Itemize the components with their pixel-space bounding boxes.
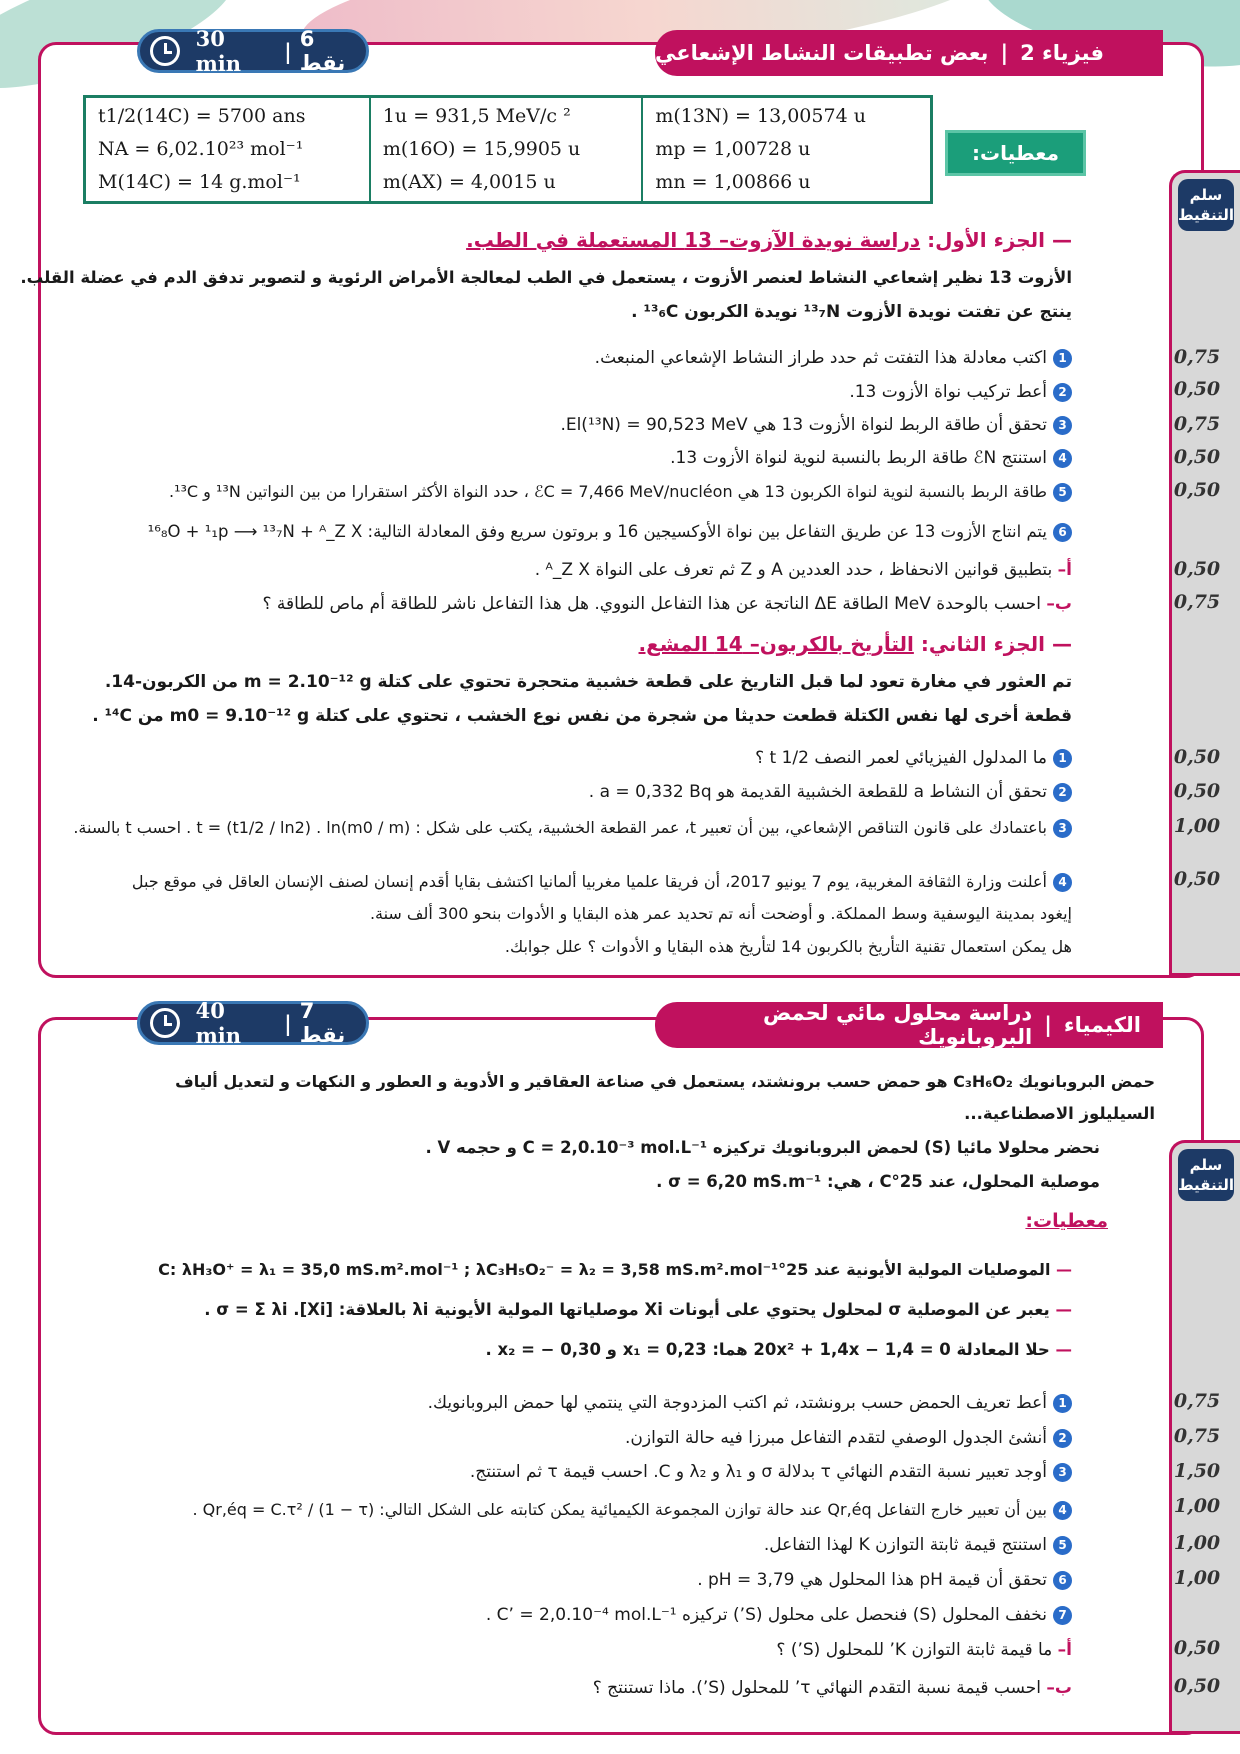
- question-text: احسب بالوحدة MeV الطاقة ΔE الناتجة عن هذا التفاعل النووي. هل هذا التفاعل ناشر للطاقة أم ماص للطاقة ؟: [262, 594, 1041, 614]
- question-text: يتم انتاج الأزوت 13 عن طريق التفاعل بين نواة الأوكسيجين 16 و بروتون سريع وفق المعادلة التالية: ¹⁶₈O + ¹₁p ⟶ ¹³₇N + ᴬ_Z X: [147, 522, 1047, 541]
- intro-line: الأزوت 13 نظير إشعاعي النشاط لعنصر الأزوت ، يستعمل في الطب لمعالجة الأمراض الرئوية و لتصوير تدفق الدم في عضلة القلب.: [20, 268, 1072, 287]
- intro-line: ينتج عن تفتت نويدة الأزوت ¹³₇N نويدة الكربون ¹³₆C .: [631, 302, 1072, 322]
- question-text: تحقق أن قيمة pH هذا المحلول هي pH = 3,79 .: [697, 1570, 1047, 1590]
- question-text: تحقق أن طاقة الربط لنواة الأزوت 13 هي El(¹³N) = 90,523 MeV.: [560, 415, 1047, 435]
- question-text: استنتج قيمة ثابتة التوازن K لهذا التفاعل.: [763, 1535, 1047, 1555]
- sub-label: ب–: [1046, 1678, 1072, 1698]
- bullet-number: 6: [1053, 1571, 1072, 1590]
- points: 0,50: [1173, 378, 1221, 400]
- chemistry-subject: الكيمياء: [1063, 1013, 1141, 1037]
- given-col2: [370, 97, 643, 203]
- given-cell: NA = 6,02.10²³ mol⁻¹: [98, 138, 304, 160]
- question-2-3: [73, 818, 1072, 838]
- given-cell: mn = 1,00866 u: [655, 171, 811, 193]
- given-cell: M(14C) = 14 g.mol⁻¹: [98, 171, 301, 193]
- time-separator: |: [284, 1010, 292, 1036]
- question-1-1: [595, 348, 1072, 368]
- question-2-4-line3: هل يمكن استعمال تقنية التأريخ بالكربون 14 لتأريخ هذه البقايا و الأدوات ؟ علل جوابك.: [504, 937, 1072, 956]
- chem-intro-line: السيليلوز الاصطناعية...: [964, 1104, 1155, 1123]
- question-text: احسب قيمة نسبة التقدم النهائي τ’ للمحلول (S’). ماذا تستنتج ؟: [592, 1678, 1041, 1698]
- points: 0,50: [1173, 479, 1221, 501]
- chem-question-7: [486, 1605, 1072, 1625]
- question-2-4-line2: إيغود بمدينة اليوسفية وسط المملكة. و أوضحت أنه تم تحديد عمر هذه البقايا و الأدوات بنحو 300 ألف سنة.: [369, 904, 1072, 923]
- chem-given-1: — الموصليات المولية الأيونية عند 25°C: λH₃O⁺ = λ₁ = 35,0 mS.m².mol⁻¹ ; λC₃H₅O₂⁻ = λ₂ = 3,58 mS.m².mol⁻¹: [158, 1260, 1072, 1279]
- given-cell: m(16O) = 15,9905 u: [382, 138, 581, 160]
- chem-intro-line: موصلية المحلول، عند 25°C ، هي: σ = 6,20 mS.m⁻¹ .: [656, 1172, 1100, 1191]
- bullet-number: 3: [1053, 1463, 1072, 1482]
- bullet-number: 2: [1053, 783, 1072, 802]
- bullet-number: 7: [1053, 1606, 1072, 1625]
- given-text: يعبر عن الموصلية σ لمحلول يحتوي على أيونات Xi موصلياتها المولية الأيونية λi بالعلاقة: σ = Σ λi .[Xi] .: [204, 1300, 1050, 1319]
- points: 1,00: [1173, 815, 1221, 837]
- question-1-6a: [535, 560, 1072, 580]
- question-1-2: [849, 382, 1072, 402]
- bullet-number: 2: [1053, 1429, 1072, 1448]
- question-2-2: [589, 782, 1072, 802]
- question-text: طاقة الربط بالنسبة لنوية لنواة الكربون 13 هي ℰC = 7,466 MeV/nucléon ، حدد النواة الأكثر استقرارا من بين النواتين ¹³N و ¹³C.: [168, 482, 1047, 501]
- points: 0,50: [1173, 558, 1221, 580]
- points: 0,75: [1173, 1390, 1221, 1412]
- bullet-number: 5: [1053, 483, 1072, 502]
- question-1-4: [670, 448, 1072, 468]
- question-text: استنتج ℰN طاقة الربط بالنسبة لنوية لنواة الأزوت 13.: [670, 448, 1047, 468]
- given-cell: t1/2(14C) = 5700 ans: [98, 105, 306, 127]
- scale-label-line1: سلم: [1189, 1156, 1223, 1174]
- points: 0,50: [1173, 1675, 1221, 1697]
- part1-label: الجزء الأول:: [927, 228, 1046, 252]
- clock-icon: [150, 1008, 180, 1038]
- question-text: نخفف المحلول (S) فنحصل على محلول (S’) تركيزه C’ = 2,0.10⁻⁴ mol.L⁻¹ .: [485, 1605, 1047, 1625]
- question-text: تحقق أن النشاط a للقطعة الخشبية القديمة هو a = 0,332 Bq .: [588, 782, 1047, 802]
- bullet-number: 1: [1053, 1394, 1072, 1413]
- bullet-number: 4: [1053, 449, 1072, 468]
- clock-icon: [150, 36, 180, 66]
- scale-label-line2: التنقيط: [1178, 206, 1235, 224]
- intro-line: قطعة أخرى لها نفس الكتلة قطعت حديثا من شجرة من نفس نوع الخشب ، تحتوي على كتلة m0 = 9.10⁻¹² g من ¹⁴C .: [92, 706, 1072, 726]
- physics-points: 6 نقط: [299, 27, 346, 75]
- question-text: أعط تركيب نواة الأزوت 13.: [849, 382, 1047, 402]
- bullet-number: 3: [1053, 819, 1072, 838]
- chem-question-2: [625, 1428, 1072, 1448]
- chem-question-4: [192, 1500, 1072, 1520]
- given-text: الموصليات المولية الأيونية عند 25°C: λH₃O⁺ = λ₁ = 35,0 mS.m².mol⁻¹ ; λC₃H₅O₂⁻ = λ₂ = 3,58 mS.m².mol⁻¹: [158, 1260, 1051, 1279]
- chemistry-duration: 40 min: [195, 998, 242, 1048]
- question-1-6: [148, 522, 1072, 542]
- question-1-3: [560, 415, 1072, 435]
- sub-label: أ–: [1057, 1640, 1072, 1660]
- question-2-4-line1: [132, 872, 1072, 892]
- points: 0,50: [1173, 746, 1221, 768]
- physics-time-box: [137, 26, 369, 76]
- bullet-number: 5: [1053, 1536, 1072, 1555]
- points: 0,50: [1173, 780, 1221, 802]
- points: 1,00: [1173, 1532, 1221, 1554]
- sub-label: ب–: [1046, 594, 1072, 614]
- question-text: باعتمادك على قانون التناقص الإشعاعي، بين أن تعبير t، عمر القطعة الخشبية، يكتب على شكل : t = (t1/2 / ln2) . ln(m0 / m) . احسب t بالسنة.: [73, 818, 1047, 837]
- header-separator: |: [1044, 1013, 1052, 1037]
- bullet-number: 2: [1053, 383, 1072, 402]
- question-text: ما قيمة ثابتة التوازن K’ للمحلول (S’) ؟: [776, 1640, 1053, 1660]
- chemistry-section: [38, 1017, 1204, 1735]
- question-text: أنشئ الجدول الوصفي لتقدم التفاعل مبرزا فيه حالة التوازن.: [625, 1428, 1047, 1448]
- bullet-number: 3: [1053, 416, 1072, 435]
- chemistry-header: [655, 1002, 1163, 1048]
- question-text: أعلنت وزارة الثقافة المغربية، يوم 7 يونيو 2017، أن فريقا علميا مغربيا ألمانيا اكتشف بقايا أقدم إنسان لصنف الإنسان العاقل في موقع جبل: [131, 872, 1047, 891]
- physics-duration: 30 min: [195, 26, 242, 76]
- given-cell: mp = 1,00728 u: [655, 138, 811, 160]
- question-1-5: [169, 482, 1072, 502]
- points: 0,50: [1173, 1637, 1221, 1659]
- chem-question-1: [428, 1393, 1072, 1413]
- header-separator: |: [1000, 41, 1009, 65]
- chem-question-3: [470, 1462, 1072, 1482]
- given-cell: m(AX) = 4,0015 u: [382, 171, 556, 193]
- given-label: معطيات:: [945, 130, 1086, 176]
- scale-label: [1178, 1149, 1234, 1201]
- part1-title: دراسة نويدة الآزوت– 13 المستعملة في الطب.: [466, 228, 921, 252]
- question-1-6b: [262, 594, 1072, 614]
- points: 0,50: [1173, 446, 1221, 468]
- sub-label: أ–: [1057, 560, 1072, 580]
- chemistry-time-box: [137, 998, 369, 1048]
- bullet-number: 6: [1053, 523, 1072, 542]
- points: 0,75: [1173, 591, 1221, 613]
- chem-question-5: [764, 1535, 1072, 1555]
- points: 1,00: [1173, 1495, 1221, 1517]
- points: 0,75: [1173, 1425, 1221, 1447]
- physics-title: بعض تطبيقات النشاط الإشعاعي: [655, 41, 989, 65]
- chem-intro-line: حمض البروبانويك C₃H₆O₂ هو حمض حسب برونشتد، يستعمل في صناعة العقاقير و الأدوية و العطور و النكهات و لتعديل ألياف: [175, 1072, 1155, 1091]
- given-cell: 1u = 931,5 MeV/c ²: [382, 105, 571, 127]
- given-cell: m(13N) = 13,00574 u: [655, 105, 866, 127]
- points: 0,75: [1173, 413, 1221, 435]
- question-text: ما المدلول الفيزيائي لعمر النصف t 1/2 ؟: [755, 748, 1047, 768]
- chem-given-title: معطيات:: [1025, 1210, 1108, 1232]
- points: 1,00: [1173, 1567, 1221, 1589]
- chem-given-2: — يعبر عن الموصلية σ لمحلول يحتوي على أيونات Xi موصلياتها المولية الأيونية λi بالعلاقة: σ = Σ λi .[Xi] .: [204, 1300, 1072, 1319]
- part2-heading: — الجزء الثاني: التأريخ بالكربون– 14 المشع.: [638, 632, 1072, 656]
- part2-label: الجزء الثاني:: [920, 632, 1046, 656]
- bullet-number: 4: [1053, 873, 1072, 892]
- chem-question-6: [697, 1570, 1072, 1590]
- question-text: أعط تعريف الحمض حسب برونشتد، ثم اكتب المزدوجة التي ينتمي لها حمض البروبانويك.: [427, 1393, 1047, 1413]
- question-text: بتطبيق قوانين الانحفاظ ، حدد العددين A و Z ثم تعرف على النواة ᴬ_Z X .: [534, 560, 1053, 580]
- chemistry-title: دراسة محلول مائي لحمض البروبانويك: [762, 1001, 1033, 1049]
- scale-label-line1: سلم: [1189, 186, 1223, 204]
- chemistry-points: 7 نقط: [299, 999, 346, 1047]
- points: 0,75: [1173, 346, 1221, 368]
- chem-given-3: — حلا المعادلة 20x² + 1,4x − 1,4 = 0 هما: x₁ = 0,23 و x₂ = − 0,30 .: [485, 1340, 1072, 1359]
- intro-line: تم العثور في مغارة تعود لما قبل التاريخ على قطعة خشبية متحجرة تحتوي على كتلة m = 2.10⁻¹² g من الكربون-14.: [104, 672, 1072, 692]
- chem-intro-line: نحضر محلولا مائيا (S) لحمض البروبانويك تركيزه C = 2,0.10⁻³ mol.L⁻¹ و حجمه V .: [425, 1138, 1100, 1157]
- scale-label-line2: التنقيط: [1178, 1176, 1235, 1194]
- question-text: بين أن تعبير خارج التفاعل Qr,éq عند حالة توازن المجموعة الكيميائية يمكن كتابته على الشكل التالي: Qr,éq = C.τ² / (1 − τ) .: [192, 1500, 1047, 1519]
- question-2-1: [755, 748, 1072, 768]
- points: 0,50: [1173, 868, 1221, 890]
- bullet-number: 1: [1053, 349, 1072, 368]
- chem-question-7a: [776, 1640, 1072, 1660]
- bullet-number: 1: [1053, 749, 1072, 768]
- part1-heading: — الجزء الأول: دراسة نويدة الآزوت– 13 المستعملة في الطب.: [466, 228, 1072, 252]
- given-col3: [642, 97, 931, 203]
- question-text: اكتب معادلة هذا التفتت ثم حدد طراز النشاط الإشعاعي المنبعث.: [594, 348, 1047, 368]
- physics-subject: فيزياء 2: [1020, 41, 1104, 65]
- points: 1,50: [1173, 1460, 1221, 1482]
- scale-label: [1178, 179, 1234, 231]
- given-col1: [85, 97, 370, 203]
- given-data-table: [83, 95, 933, 204]
- bullet-number: 4: [1053, 1501, 1072, 1520]
- part2-title: التأريخ بالكربون– 14 المشع.: [638, 632, 914, 656]
- question-text: أوجد تعبير نسبة التقدم النهائي τ بدلالة σ و λ₁ و λ₂ و C. احسب قيمة τ ثم استنتج.: [469, 1462, 1047, 1482]
- time-separator: |: [284, 38, 292, 64]
- physics-header: [655, 30, 1163, 76]
- given-text: حلا المعادلة 20x² + 1,4x − 1,4 = 0 هما: x₁ = 0,23 و x₂ = − 0,30 .: [485, 1340, 1050, 1359]
- chem-question-7b: [593, 1678, 1072, 1698]
